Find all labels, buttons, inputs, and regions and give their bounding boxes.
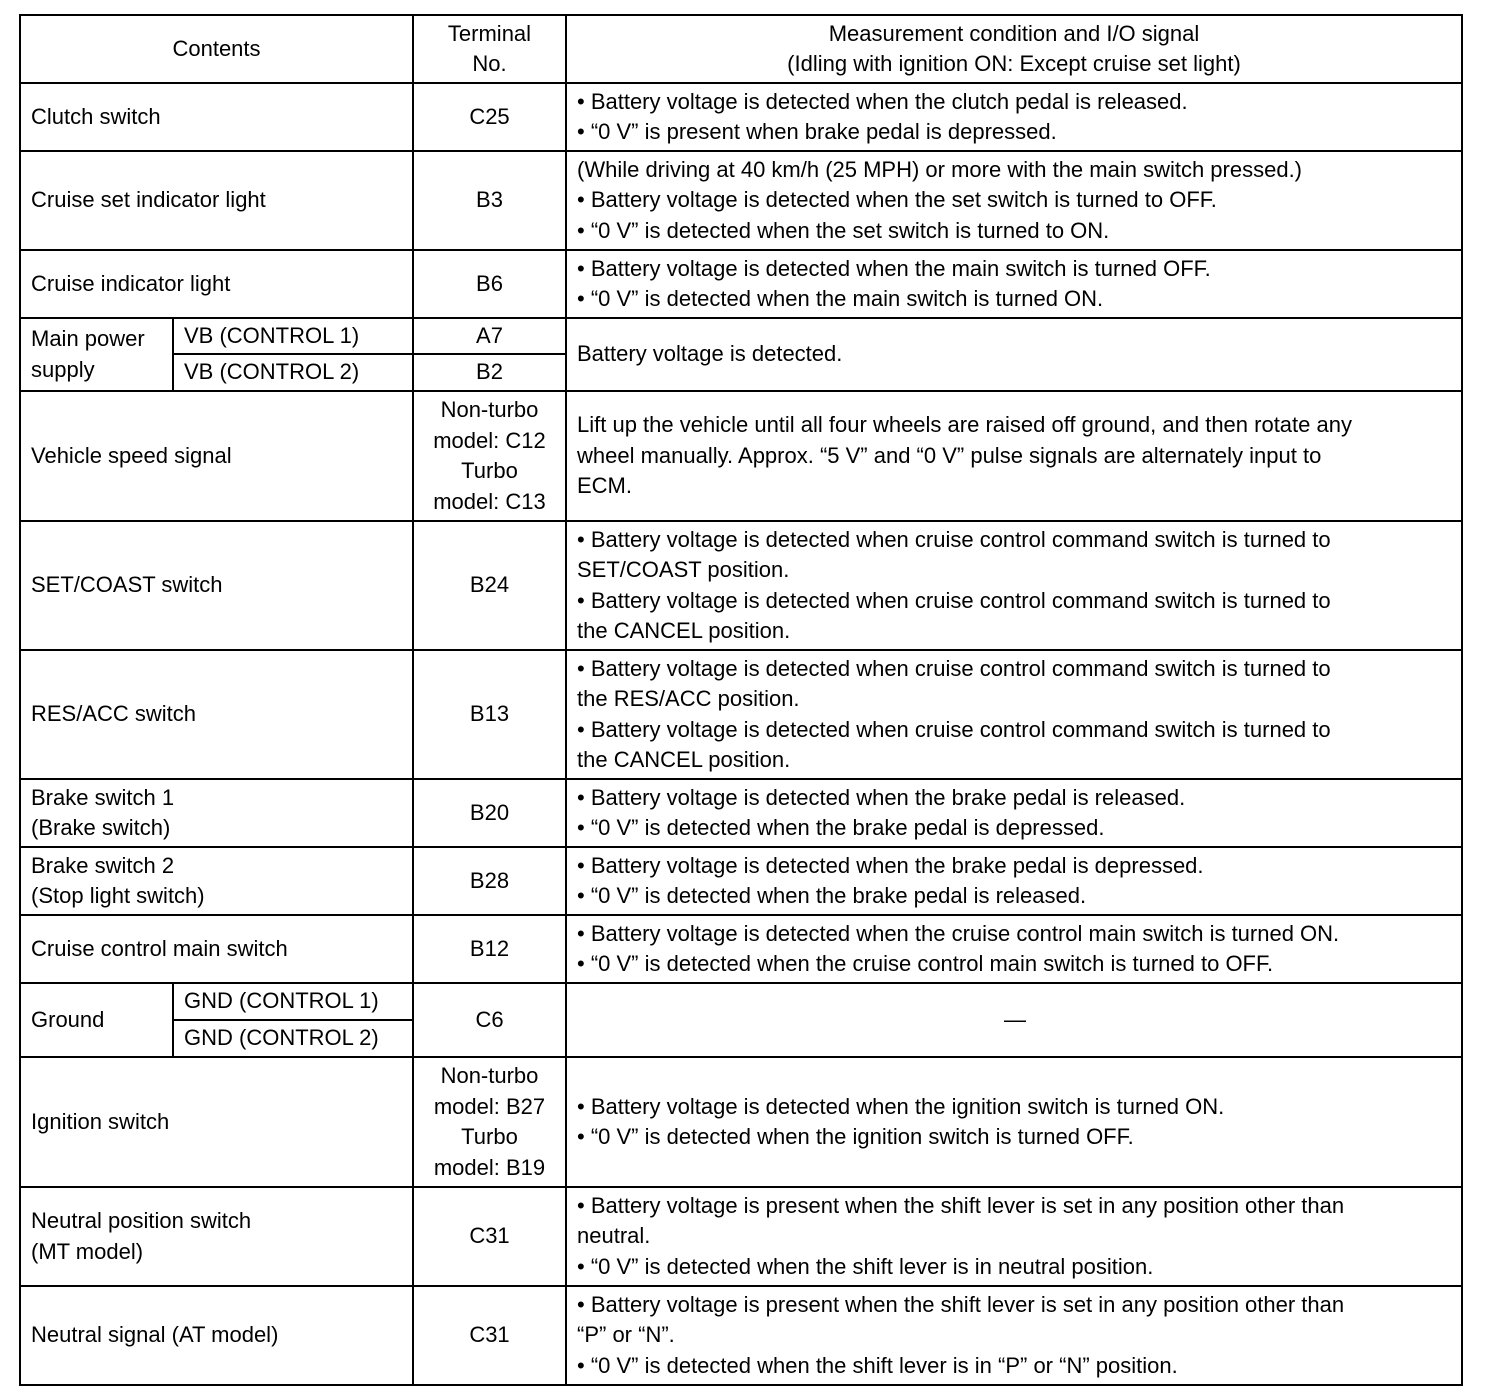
row-contents: Neutral signal (AT model) — [20, 1286, 413, 1385]
table-row — [20, 250, 1462, 318]
row-measurement: Lift up the vehicle until all four wheels are raised off ground, and then rotate any wheel manually. Approx. “5 V” and “0 V” pulse signals are alternately input to ECM. — [566, 391, 1462, 521]
io-signal-table — [19, 14, 1463, 1386]
table-row — [20, 1057, 1462, 1187]
header-measurement: Measurement condition and I/O signal (Idling with ignition ON: Except cruise set light) — [566, 15, 1462, 83]
row-subcontents: VB (CONTROL 2) — [173, 354, 413, 391]
row-terminal: B13 — [413, 650, 566, 779]
row-contents: Ignition switch — [20, 1057, 413, 1187]
row-measurement: (While driving at 40 km/h (25 MPH) or more with the main switch pressed.) • Battery voltage is detected when the set switch is turned to OFF. • “0 V” is detected when the set switch is turned to ON. — [566, 151, 1462, 250]
table-row — [20, 151, 1462, 250]
table-row — [20, 915, 1462, 983]
row-terminal: C6 — [413, 983, 566, 1057]
row-subcontents: GND (CONTROL 2) — [173, 1020, 413, 1057]
row-terminal: B3 — [413, 151, 566, 250]
row-terminal: B6 — [413, 250, 566, 318]
row-measurement: Battery voltage is detected. — [566, 318, 1462, 391]
row-measurement: • Battery voltage is detected when the ignition switch is turned ON. • “0 V” is detected when the ignition switch is turned OFF. — [566, 1057, 1462, 1187]
row-contents: Cruise set indicator light — [20, 151, 413, 250]
row-contents: Brake switch 1 (Brake switch) — [20, 779, 413, 847]
row-terminal: Non-turbo model: C12 Turbo model: C13 — [413, 391, 566, 521]
table-row — [20, 983, 1462, 1020]
table-row — [20, 650, 1462, 779]
header-terminal: Terminal No. — [413, 15, 566, 83]
row-contents: Cruise indicator light — [20, 250, 413, 318]
row-contents: Main power supply — [20, 318, 173, 391]
row-contents: Vehicle speed signal — [20, 391, 413, 521]
table-row — [20, 847, 1462, 915]
row-measurement — [566, 983, 1462, 1057]
row-measurement: • Battery voltage is detected when the main switch is turned OFF. • “0 V” is detected when the main switch is turned ON. — [566, 250, 1462, 318]
empty-dash: — — [1004, 1006, 1026, 1032]
header-row — [20, 15, 1462, 83]
row-measurement: • Battery voltage is detected when cruise control command switch is turned to the RES/ACC position. • Battery voltage is detected when cruise control command switch is turned to the CANCEL position. — [566, 650, 1462, 779]
row-terminal: B20 — [413, 779, 566, 847]
row-contents: Clutch switch — [20, 83, 413, 151]
table-row — [20, 83, 1462, 151]
row-terminal: C31 — [413, 1286, 566, 1385]
row-terminal: B28 — [413, 847, 566, 915]
row-subcontents: VB (CONTROL 1) — [173, 318, 413, 354]
row-measurement: • Battery voltage is detected when cruise control command switch is turned to SET/COAST position. • Battery voltage is detected when cruise control command switch is turned to the CANCEL position. — [566, 521, 1462, 650]
row-terminal: B12 — [413, 915, 566, 983]
row-terminal: C31 — [413, 1187, 566, 1286]
row-contents: Neutral position switch (MT model) — [20, 1187, 413, 1286]
row-terminal: B2 — [413, 354, 566, 391]
row-measurement: • Battery voltage is detected when the clutch pedal is released. • “0 V” is present when brake pedal is depressed. — [566, 83, 1462, 151]
header-contents: Contents — [20, 15, 413, 83]
row-subcontents: GND (CONTROL 1) — [173, 983, 413, 1020]
row-contents: SET/COAST switch — [20, 521, 413, 650]
row-terminal: A7 — [413, 318, 566, 354]
row-terminal: C25 — [413, 83, 566, 151]
row-terminal: B24 — [413, 521, 566, 650]
table-row — [20, 521, 1462, 650]
table-row — [20, 779, 1462, 847]
row-measurement: • Battery voltage is present when the shift lever is set in any position other than “P” or “N”. • “0 V” is detected when the shift lever is in “P” or “N” position. — [566, 1286, 1462, 1385]
table-row — [20, 391, 1462, 521]
row-measurement: • Battery voltage is detected when the brake pedal is depressed. • “0 V” is detected when the brake pedal is released. — [566, 847, 1462, 915]
table-row — [20, 1286, 1462, 1385]
row-contents: RES/ACC switch — [20, 650, 413, 779]
row-terminal: Non-turbo model: B27 Turbo model: B19 — [413, 1057, 566, 1187]
row-measurement: • Battery voltage is present when the shift lever is set in any position other than neutral. • “0 V” is detected when the shift lever is in neutral position. — [566, 1187, 1462, 1286]
table-row — [20, 318, 1462, 354]
row-contents: Cruise control main switch — [20, 915, 413, 983]
table-row — [20, 1187, 1462, 1286]
row-contents: Brake switch 2 (Stop light switch) — [20, 847, 413, 915]
row-measurement: • Battery voltage is detected when the cruise control main switch is turned ON. • “0 V” is detected when the cruise control main switch is turned to OFF. — [566, 915, 1462, 983]
row-measurement: • Battery voltage is detected when the brake pedal is released. • “0 V” is detected when the brake pedal is depressed. — [566, 779, 1462, 847]
row-contents: Ground — [20, 983, 173, 1057]
